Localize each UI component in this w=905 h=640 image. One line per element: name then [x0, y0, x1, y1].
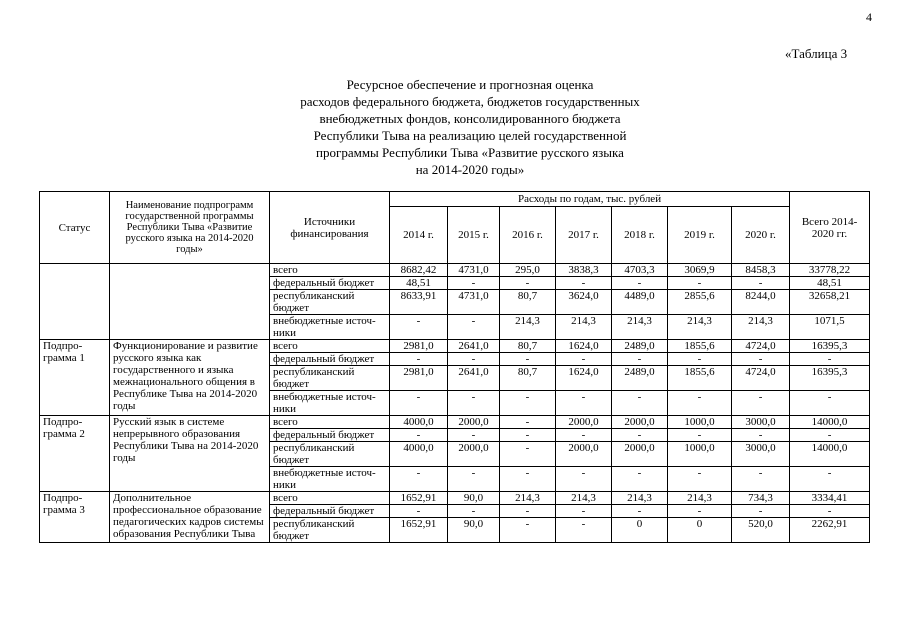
value-cell: 2855,6	[668, 290, 732, 315]
source-label-line: республиканский	[273, 290, 355, 302]
value-cell: 214,3	[612, 315, 668, 340]
value-cell: -	[390, 505, 448, 518]
total-cell: -	[790, 353, 870, 366]
total-cell: 48,51	[790, 277, 870, 290]
title-line: Республики Тыва на реализацию целей государственной	[313, 128, 627, 143]
value-cell: -	[612, 391, 668, 416]
header-subprogram-name: Наименование подпрограмм государственной программы Республики Тыва «Развитие русского языка на 2014-2020 годы»	[110, 192, 270, 264]
value-cell: 2641,0	[448, 366, 500, 391]
value-cell: -	[732, 277, 790, 290]
value-cell: 2981,0	[390, 340, 448, 353]
value-cell: -	[448, 467, 500, 492]
source-label	[270, 518, 390, 543]
value-cell: 4724,0	[732, 340, 790, 353]
table-row	[40, 264, 870, 277]
value-cell: 8244,0	[732, 290, 790, 315]
source-label-line: внебюджетные источ-	[273, 315, 376, 327]
total-cell: 3334,41	[790, 492, 870, 505]
value-cell: -	[732, 391, 790, 416]
value-cell: -	[556, 277, 612, 290]
value-cell: -	[668, 353, 732, 366]
title-line: на 2014-2020 годы»	[415, 162, 525, 177]
source-label: федеральный бюджет	[270, 353, 390, 366]
value-cell: 214,3	[556, 315, 612, 340]
value-cell: -	[612, 429, 668, 442]
header-year: 2019 г.	[668, 207, 732, 264]
value-cell: 4703,3	[612, 264, 668, 277]
header-year: 2014 г.	[390, 207, 448, 264]
source-label	[270, 467, 390, 492]
value-cell: -	[448, 505, 500, 518]
total-cell: -	[790, 429, 870, 442]
value-cell: 295,0	[500, 264, 556, 277]
source-label	[270, 391, 390, 416]
header-sources: Источники финансирования	[270, 192, 390, 264]
header-total: Всего 2014-2020 гг.	[790, 192, 870, 264]
value-cell: -	[556, 467, 612, 492]
source-label-line: внебюджетные источ-	[273, 391, 376, 403]
total-cell: 1071,5	[790, 315, 870, 340]
value-cell: 734,3	[732, 492, 790, 505]
value-cell: 80,7	[500, 290, 556, 315]
value-cell: 2981,0	[390, 366, 448, 391]
value-cell: -	[500, 518, 556, 543]
value-cell: -	[668, 467, 732, 492]
value-cell: -	[500, 442, 556, 467]
header-year: 2015 г.	[448, 207, 500, 264]
value-cell: 1855,6	[668, 340, 732, 353]
value-cell: -	[612, 467, 668, 492]
value-cell: 2000,0	[448, 442, 500, 467]
value-cell: 214,3	[668, 492, 732, 505]
header-year: 2020 г.	[732, 207, 790, 264]
source-label-line: бюджет	[273, 454, 309, 466]
value-cell: -	[390, 429, 448, 442]
total-cell: -	[790, 391, 870, 416]
header-year: 2018 г.	[612, 207, 668, 264]
value-cell: 2489,0	[612, 366, 668, 391]
source-label-line: республиканский	[273, 366, 355, 378]
table-label: «Таблица 3	[785, 46, 848, 61]
page-number: 4	[866, 10, 872, 24]
value-cell: 0	[668, 518, 732, 543]
value-cell: -	[668, 277, 732, 290]
total-cell: -	[790, 505, 870, 518]
value-cell: 2489,0	[612, 340, 668, 353]
value-cell: -	[556, 353, 612, 366]
value-cell: 3069,9	[668, 264, 732, 277]
value-cell: 2000,0	[556, 442, 612, 467]
value-cell: -	[500, 353, 556, 366]
value-cell: 2000,0	[448, 416, 500, 429]
total-cell: 16395,3	[790, 340, 870, 353]
source-label	[270, 290, 390, 315]
value-cell: 214,3	[732, 315, 790, 340]
value-cell: 80,7	[500, 340, 556, 353]
value-cell: -	[612, 277, 668, 290]
value-cell: -	[612, 353, 668, 366]
source-label: всего	[270, 416, 390, 429]
value-cell: 8682,42	[390, 264, 448, 277]
value-cell: 2641,0	[448, 340, 500, 353]
value-cell: -	[732, 353, 790, 366]
value-cell: 1000,0	[668, 416, 732, 429]
value-cell: -	[732, 467, 790, 492]
value-cell: 3000,0	[732, 442, 790, 467]
source-label: федеральный бюджет	[270, 277, 390, 290]
value-cell: 1652,91	[390, 492, 448, 505]
subprogram-name-cell: Дополнительное профессиональное образование педагогических кадров системы образования Республики Тыва	[110, 492, 270, 543]
source-label-line: бюджет	[273, 530, 309, 542]
value-cell: -	[668, 429, 732, 442]
source-label-line: внебюджетные источ-	[273, 467, 376, 479]
value-cell: 214,3	[556, 492, 612, 505]
value-cell: 214,3	[668, 315, 732, 340]
value-cell: -	[732, 429, 790, 442]
total-cell: -	[790, 467, 870, 492]
total-cell: 32658,21	[790, 290, 870, 315]
source-label-line: бюджет	[273, 302, 309, 314]
value-cell: -	[556, 518, 612, 543]
value-cell: 4000,0	[390, 442, 448, 467]
value-cell: -	[448, 315, 500, 340]
value-cell: 1624,0	[556, 366, 612, 391]
subprogram-name-cell: Функционирование и развитие русского языка как государственного и языка межнационального общения в Республике Тыва на 2014-2020 годы	[110, 340, 270, 416]
value-cell: 90,0	[448, 518, 500, 543]
value-cell: 4489,0	[612, 290, 668, 315]
value-cell: -	[556, 505, 612, 518]
value-cell: 2000,0	[612, 416, 668, 429]
value-cell: -	[668, 391, 732, 416]
title-line: программы Республики Тыва «Развитие русского языка	[316, 145, 624, 160]
value-cell: 80,7	[500, 366, 556, 391]
value-cell: 4731,0	[448, 264, 500, 277]
value-cell: -	[390, 467, 448, 492]
value-cell: 0	[612, 518, 668, 543]
value-cell: 1624,0	[556, 340, 612, 353]
header-status: Статус	[40, 192, 110, 264]
value-cell: -	[500, 429, 556, 442]
total-cell: 2262,91	[790, 518, 870, 543]
value-cell: -	[556, 429, 612, 442]
table-row	[40, 416, 870, 429]
value-cell: -	[500, 391, 556, 416]
value-cell: -	[732, 505, 790, 518]
value-cell: 4724,0	[732, 366, 790, 391]
source-label: федеральный бюджет	[270, 505, 390, 518]
value-cell: 1652,91	[390, 518, 448, 543]
value-cell: -	[500, 505, 556, 518]
value-cell: -	[500, 277, 556, 290]
header-years-group: Расходы по годам, тыс. рублей	[390, 192, 790, 207]
source-label	[270, 315, 390, 340]
status-cell: Подпро-грамма 3	[40, 492, 110, 543]
source-label-line: республиканский	[273, 442, 355, 454]
status-cell: Подпро-грамма 1	[40, 340, 110, 416]
status-cell: Подпро-грамма 2	[40, 416, 110, 492]
table-row	[40, 340, 870, 353]
value-cell: -	[500, 467, 556, 492]
source-label	[270, 366, 390, 391]
value-cell: -	[612, 505, 668, 518]
value-cell: -	[390, 391, 448, 416]
total-cell: 33778,22	[790, 264, 870, 277]
title-line: внебюджетных фондов, консолидированного бюджета	[319, 111, 621, 126]
source-label: федеральный бюджет	[270, 429, 390, 442]
source-label-line: ники	[273, 403, 297, 415]
document-title	[200, 76, 740, 178]
value-cell: 3838,3	[556, 264, 612, 277]
value-cell: 8458,3	[732, 264, 790, 277]
value-cell: 4000,0	[390, 416, 448, 429]
subprogram-name-cell: Русский язык в системе непрерывного образования Республики Тыва на 2014-2020 годы	[110, 416, 270, 492]
value-cell: -	[556, 391, 612, 416]
source-label	[270, 442, 390, 467]
value-cell: -	[500, 416, 556, 429]
table-row	[40, 492, 870, 505]
value-cell: 48,51	[390, 277, 448, 290]
source-label: всего	[270, 492, 390, 505]
total-cell: 14000,0	[790, 416, 870, 429]
status-cell	[40, 264, 110, 340]
value-cell: 214,3	[500, 492, 556, 505]
title-line: расходов федерального бюджета, бюджетов государственных	[300, 94, 640, 109]
budget-table	[39, 191, 870, 543]
value-cell: -	[448, 429, 500, 442]
value-cell: -	[390, 353, 448, 366]
value-cell: -	[668, 505, 732, 518]
value-cell: -	[448, 391, 500, 416]
value-cell: 2000,0	[612, 442, 668, 467]
value-cell: 90,0	[448, 492, 500, 505]
title-line: Ресурсное обеспечение и прогнозная оценка	[346, 77, 594, 92]
value-cell: 8633,91	[390, 290, 448, 315]
header-year: 2017 г.	[556, 207, 612, 264]
total-cell: 16395,3	[790, 366, 870, 391]
value-cell: 214,3	[612, 492, 668, 505]
header-year: 2016 г.	[500, 207, 556, 264]
value-cell: 520,0	[732, 518, 790, 543]
source-label: всего	[270, 264, 390, 277]
value-cell: -	[448, 277, 500, 290]
source-label-line: ники	[273, 479, 297, 491]
source-label-line: ники	[273, 327, 297, 339]
value-cell: 1855,6	[668, 366, 732, 391]
value-cell: 3000,0	[732, 416, 790, 429]
value-cell: 3624,0	[556, 290, 612, 315]
value-cell: 2000,0	[556, 416, 612, 429]
source-label-line: бюджет	[273, 378, 309, 390]
subprogram-name-cell	[110, 264, 270, 340]
value-cell: 214,3	[500, 315, 556, 340]
total-cell: 14000,0	[790, 442, 870, 467]
source-label-line: республиканский	[273, 518, 355, 530]
value-cell: -	[390, 315, 448, 340]
source-label: всего	[270, 340, 390, 353]
value-cell: -	[448, 353, 500, 366]
value-cell: 1000,0	[668, 442, 732, 467]
value-cell: 4731,0	[448, 290, 500, 315]
